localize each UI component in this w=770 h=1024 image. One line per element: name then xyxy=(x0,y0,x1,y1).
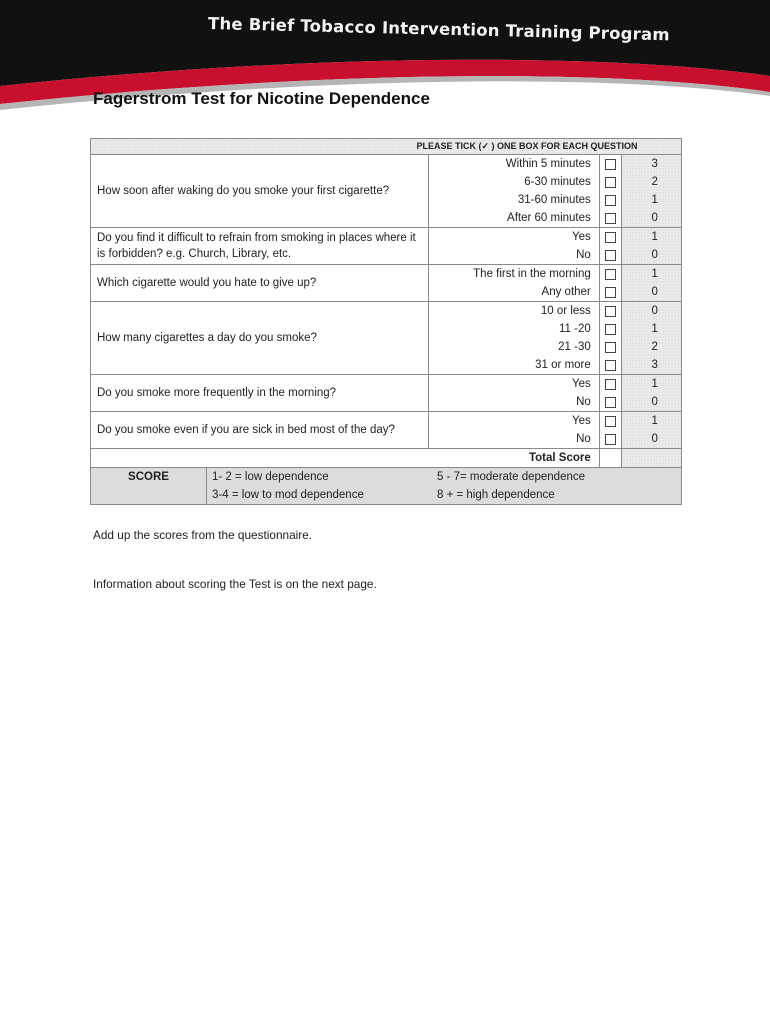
score-key-item: 1- 2 = low dependence xyxy=(207,468,433,486)
score-key-item: 3-4 = low to mod dependence xyxy=(207,486,433,504)
question-row xyxy=(91,265,682,302)
points-value: 3 xyxy=(651,359,658,371)
tick-checkbox[interactable] xyxy=(605,342,616,353)
tick-checkbox[interactable] xyxy=(605,324,616,335)
answer-option: No xyxy=(576,249,591,261)
points-value: 1 xyxy=(651,231,658,243)
points-value: 3 xyxy=(651,158,658,170)
answer-option: 10 or less xyxy=(540,305,591,317)
question-row xyxy=(91,412,682,449)
tick-checkbox[interactable] xyxy=(605,287,616,298)
points-value: 1 xyxy=(651,415,658,427)
tick-checkbox[interactable] xyxy=(605,195,616,206)
question-text: Do you smoke more frequently in the morning? xyxy=(91,375,429,412)
answer-option: Any other xyxy=(541,286,591,298)
answer-option: The first in the morning xyxy=(473,268,591,280)
points-value: 1 xyxy=(651,268,658,280)
answer-option: Yes xyxy=(572,415,591,427)
question-row xyxy=(91,228,682,265)
points-value: 0 xyxy=(651,212,658,224)
program-title: The Brief Tobacco Intervention Training Program xyxy=(207,14,670,45)
answer-option: No xyxy=(576,433,591,445)
points-value: 0 xyxy=(651,305,658,317)
tick-checkbox[interactable] xyxy=(605,177,616,188)
tick-instruction: PLEASE TICK (✓ ) ONE BOX FOR EACH QUESTION xyxy=(91,139,682,155)
question-text: How many cigarettes a day do you smoke? xyxy=(91,302,429,375)
points-value: 0 xyxy=(651,249,658,261)
total-score-label: Total Score xyxy=(91,449,600,468)
tick-checkbox[interactable] xyxy=(605,416,616,427)
questionnaire-table xyxy=(90,138,682,505)
instruction-note: Information about scoring the Test is on the next page. xyxy=(93,577,377,591)
answer-option: 6-30 minutes xyxy=(524,176,591,188)
score-key xyxy=(91,468,681,504)
tick-checkbox[interactable] xyxy=(605,379,616,390)
question-text: Do you smoke even if you are sick in bed most of the day? xyxy=(91,412,429,449)
tick-checkbox[interactable] xyxy=(605,250,616,261)
points-value: 2 xyxy=(651,341,658,353)
question-row xyxy=(91,375,682,412)
instruction-note: Add up the scores from the questionnaire. xyxy=(93,528,313,542)
question-row xyxy=(91,155,682,228)
points-value: 0 xyxy=(651,433,658,445)
points-value: 1 xyxy=(651,194,658,206)
score-label: SCORE xyxy=(91,468,207,504)
answer-option: Within 5 minutes xyxy=(505,158,591,170)
points-value: 2 xyxy=(651,176,658,188)
document-title: Fagerstrom Test for Nicotine Dependence xyxy=(93,89,430,108)
tick-checkbox[interactable] xyxy=(605,434,616,445)
question-text: Which cigarette would you hate to give up? xyxy=(91,265,429,302)
question-text: Do you find it difficult to refrain from smoking in places where it is forbidden? e.g. Church, Library, etc. xyxy=(91,228,429,265)
tick-checkbox[interactable] xyxy=(605,360,616,371)
points-value: 0 xyxy=(651,396,658,408)
tick-checkbox[interactable] xyxy=(605,232,616,243)
answer-option: 31-60 minutes xyxy=(517,194,591,206)
answer-option: 21 -30 xyxy=(558,341,591,353)
tick-checkbox[interactable] xyxy=(605,213,616,224)
tick-checkbox[interactable] xyxy=(605,269,616,280)
answer-option: Yes xyxy=(572,378,591,390)
question-row xyxy=(91,302,682,375)
question-text: How soon after waking do you smoke your first cigarette? xyxy=(91,155,429,228)
answer-option: 31 or more xyxy=(535,359,591,371)
answer-option: Yes xyxy=(572,231,591,243)
points-value: 1 xyxy=(651,323,658,335)
answer-option: 11 -20 xyxy=(559,323,591,335)
answer-option: After 60 minutes xyxy=(507,212,591,224)
total-score-value[interactable] xyxy=(622,449,682,468)
tick-checkbox[interactable] xyxy=(605,159,616,170)
points-value: 1 xyxy=(651,378,658,390)
tick-checkbox[interactable] xyxy=(605,397,616,408)
points-value: 0 xyxy=(651,286,658,298)
tick-checkbox[interactable] xyxy=(605,306,616,317)
score-key-item: 5 - 7= moderate dependence xyxy=(432,468,681,486)
answer-option: No xyxy=(576,396,591,408)
score-key-item: 8 + = high dependence xyxy=(432,486,681,504)
